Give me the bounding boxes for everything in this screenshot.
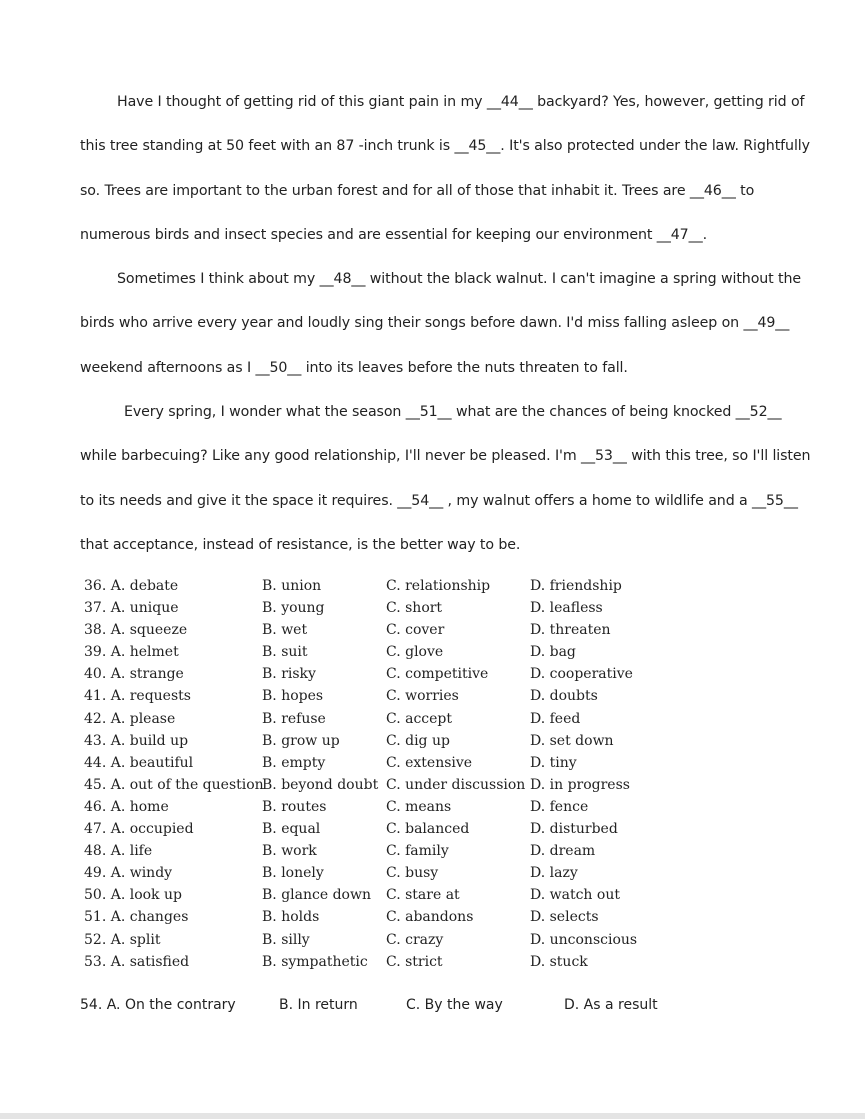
option-b: B. beyond doubt [262,776,379,793]
option-a: 49. A. windy [84,865,173,882]
option-c: C. glove [386,644,444,661]
option-b: B. lonely [262,865,324,882]
option-d: D. bag [530,644,576,661]
option-b: B. union [262,578,322,594]
option-row [84,641,650,663]
option-row [84,575,650,597]
option-d: D. feed [530,710,581,727]
option-b: B. equal [262,821,321,838]
option-a: 50. A. look up [84,887,182,904]
passage-line: this tree standing at 50 feet with an 87 -inch trunk is __45__. It's also protected under the law. Rightfully [80,138,810,155]
option-b: B. routes [262,798,327,815]
option-row [84,774,650,796]
option-d: D. dream [530,843,596,860]
option-b: B. suit [262,644,308,661]
option-row [84,685,650,707]
option-row [84,796,650,818]
question-54-options [80,992,658,1018]
option-a: 42. A. please [84,710,176,727]
option-c: C. crazy [386,931,444,948]
passage-line: birds who arrive every year and loudly sing their songs before dawn. I'd miss falling asleep on __49__ [80,315,790,332]
option-b: B. sympathetic [262,953,368,970]
option-d: D. tiny [530,754,577,771]
page-bottom-edge [0,1113,865,1119]
option-row [84,884,650,906]
passage-line: to its needs and give it the space it requires. __54__ , my walnut offers a home to wildlife and a __55__ [80,492,798,509]
option-c: C. worries [386,688,459,705]
option-b: B. grow up [262,732,340,749]
passage-line: numerous birds and insect species and are essential for keeping our environment __47__. [80,226,707,243]
option-c: C. means [386,798,452,815]
option-d: D. threaten [530,622,611,639]
option-d: D. disturbed [530,821,618,838]
option-b: B. hopes [262,688,324,705]
option-a: 40. A. strange [84,666,184,683]
option-a: 48. A. life [84,843,153,860]
option-c: C. stare at [386,887,460,904]
option-row [84,752,650,774]
option-a: 43. A. build up [84,732,189,749]
option-d: D. in progress [530,776,630,793]
option-c: C. busy [386,865,439,882]
option-b: B. holds [262,909,320,926]
option-d: D. set down [530,732,614,749]
option-c: C. relationship [386,578,491,594]
option-b: B. empty [262,754,326,771]
option-c: C. strict [386,953,443,970]
option-b: B. glance down [262,887,371,904]
option-c: C. competitive [386,666,489,683]
option-54-d: D. As a result [564,997,658,1013]
option-c: C. under discussion [386,776,526,793]
option-d: D. stuck [530,953,588,970]
option-b: B. risky [262,666,316,683]
option-a: 53. A. satisfied [84,953,190,970]
option-c: C. dig up [386,732,450,749]
passage-line: Every spring, I wonder what the season __51__ what are the chances of being knocked __52__ [124,404,782,421]
option-c: C. accept [386,710,453,727]
option-54-c: C. By the way [406,997,503,1013]
option-row [84,906,650,928]
option-d: D. fence [530,798,589,815]
option-d: D. watch out [530,887,620,904]
option-row [84,840,650,862]
option-row [84,929,650,951]
option-d: D. doubts [530,688,598,705]
cloze-passage [80,80,811,567]
option-a: 36. A. debate [84,578,179,594]
option-54-b: B. In return [279,997,358,1013]
option-54-a: 54. A. On the contrary [80,997,236,1013]
option-row [84,597,650,619]
option-b: B. refuse [262,710,326,727]
passage-line: so. Trees are important to the urban forest and for all of those that inhabit it. Trees are __46__ to [80,182,755,199]
option-d: D. cooperative [530,666,633,683]
options-table [84,575,650,973]
option-row [84,862,650,884]
option-a: 46. A. home [84,798,169,815]
option-row [84,708,650,730]
passage-line: weekend afternoons as I __50__ into its leaves before the nuts threaten to fall. [80,359,628,376]
option-c: C. abandons [386,909,474,926]
option-a: 41. A. requests [84,688,191,705]
option-c: C. balanced [386,821,470,838]
option-a: 44. A. beautiful [84,754,194,771]
option-row [84,730,650,752]
passage-line: that acceptance, instead of resistance, is the better way to be. [80,536,521,553]
option-d: D. friendship [530,578,622,594]
option-d: D. selects [530,909,599,926]
option-row [84,619,650,641]
option-a: 52. A. split [84,931,161,948]
option-a: 39. A. helmet [84,644,179,661]
option-a: 47. A. occupied [84,821,194,838]
option-a: 45. A. out of the question [84,776,264,793]
option-b: B. wet [262,622,308,639]
option-d: D. lazy [530,865,578,882]
passage-line: Have I thought of getting rid of this giant pain in my __44__ backyard? Yes, however, getting rid of [117,94,805,110]
option-row [84,663,650,685]
passage-line: Sometimes I think about my __48__ without the black walnut. I can't imagine a spring without the [117,271,802,288]
option-d: D. unconscious [530,931,638,948]
option-c: C. short [386,600,443,617]
option-c: C. extensive [386,754,473,771]
option-c: C. family [386,843,449,860]
option-b: B. young [262,600,325,617]
option-a: 38. A. squeeze [84,622,188,639]
option-c: C. cover [386,622,445,639]
option-a: 37. A. unique [84,600,179,617]
option-d: D. leafless [530,600,603,617]
option-b: B. work [262,843,317,860]
option-a: 51. A. changes [84,909,189,926]
option-row [84,818,650,840]
passage-line: while barbecuing? Like any good relationship, I'll never be pleased. I'm __53__ with this tree, so I'll listen [80,448,811,465]
option-b: B. silly [262,931,310,948]
option-row [84,951,650,973]
